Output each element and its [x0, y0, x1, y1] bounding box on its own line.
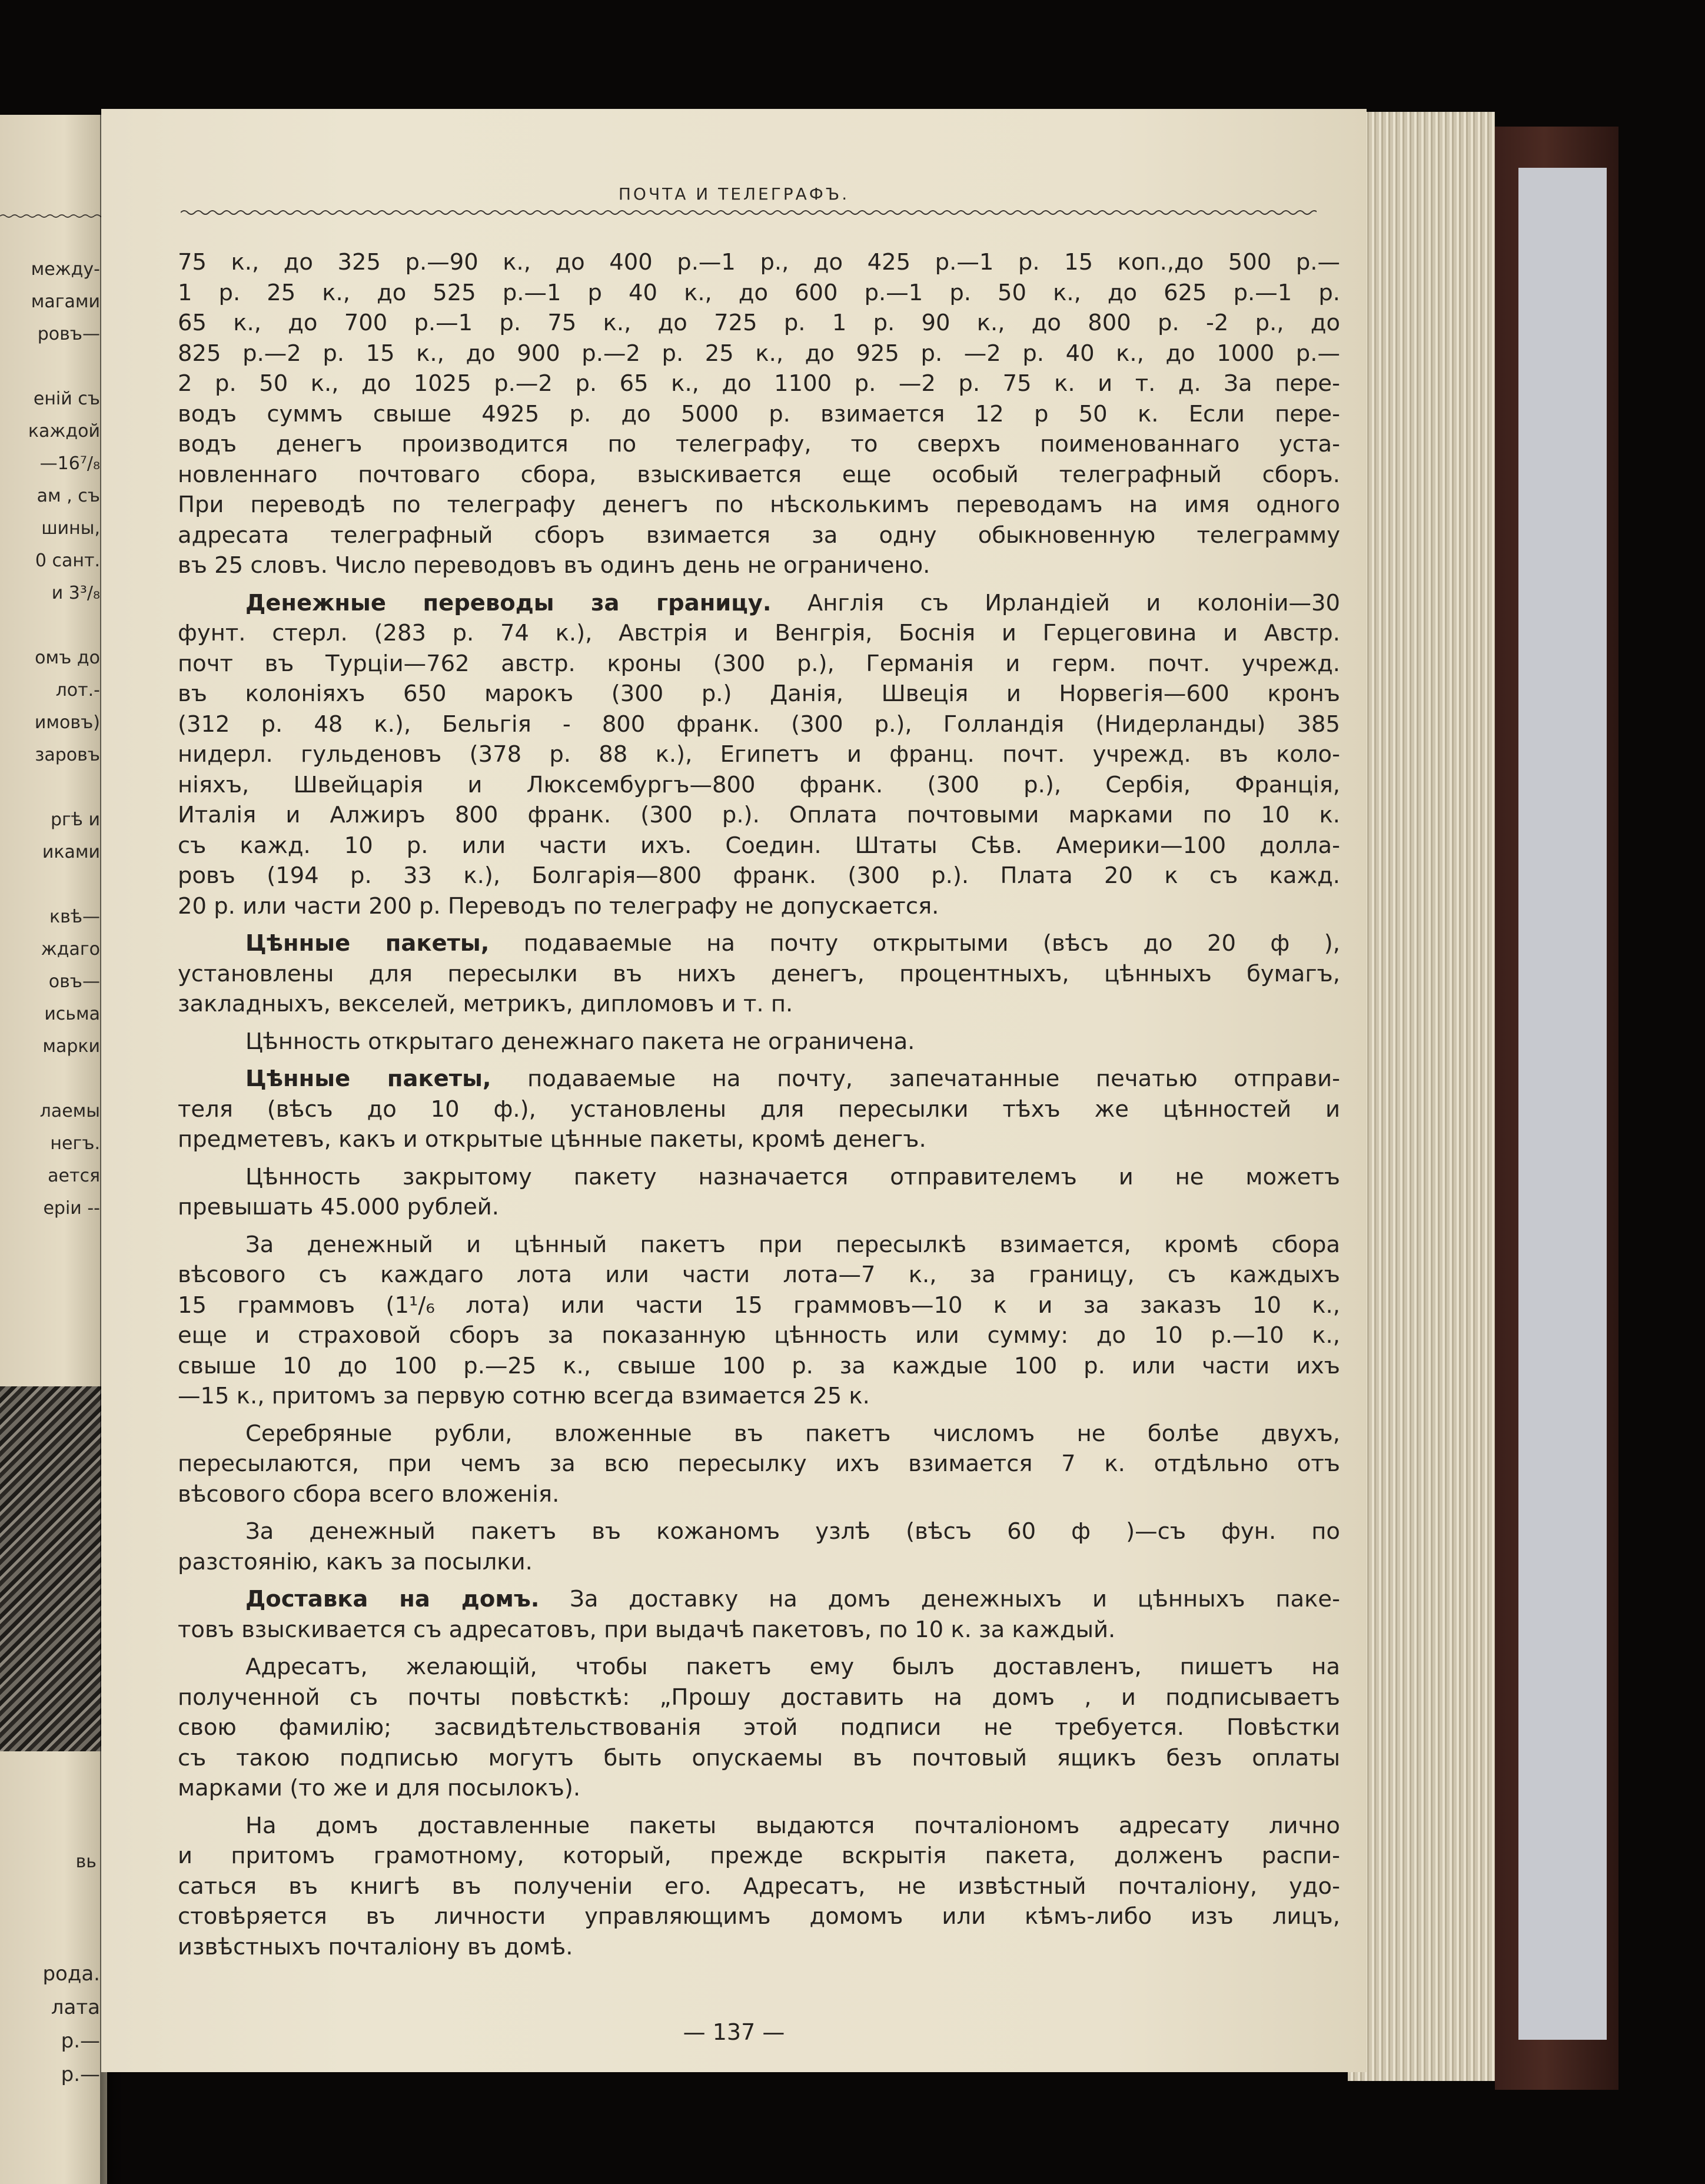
text-line: свыше 10 до 100 р.—25 к., свыше 100 р. за каждые 100 р. или части ихъ — [178, 1352, 1340, 1379]
left-page-fragment — [0, 115, 107, 2184]
text-line: еще и страховой сборъ за показанную цѣнность или сумму: до 10 р.—10 к., — [178, 1322, 1340, 1349]
left-fragment-line: рода. — [42, 1962, 100, 1986]
book-cover-endpaper — [1518, 168, 1607, 2040]
page-body — [178, 247, 1340, 1962]
text-line: свою фамилiю; засвидѣтельствованiя этой подписи не требуется. Повѣстки — [178, 1714, 1340, 1741]
text-line: За денежный и цѣнный пакетъ при пересылкѣ взимается, кромѣ сбора — [245, 1231, 1340, 1258]
ornamental-rule — [181, 208, 1317, 217]
left-fragment-line — [28, 609, 100, 642]
text-line: 2 р. 50 к., до 1025 р.—2 р. 65 к., до 1100 р. —2 р. 75 к. и т. д. За пере- — [178, 370, 1340, 397]
left-fragment-line: исьма — [44, 1004, 100, 1024]
left-fragment-line: между- — [31, 259, 100, 280]
left-fragment-line: ается — [48, 1166, 100, 1186]
text-line: адресата телеграфный сборъ взимается за одну обыкновенную телеграмму — [178, 522, 1340, 549]
text-line: новленнаго почтоваго сбора, взыскивается еще особый телеграфный сборъ. — [178, 461, 1340, 488]
left-fragment-line: иками — [42, 842, 100, 862]
paragraph — [178, 1584, 1340, 1645]
left-fragment-line: 0 сант. — [35, 550, 100, 571]
left-fragment-line: лот.- — [55, 680, 100, 701]
text-line: и притомъ грамотному, который, прежде вскрытiя пакета, долженъ распи- — [178, 1843, 1340, 1869]
text-line: саться въ книгѣ въ полученiи его. Адресатъ, не извѣстный почталiону, удо- — [178, 1873, 1340, 1900]
left-fragment-line: лаемы — [39, 1101, 100, 1121]
text-line: съ такою подписью могутъ быть опускаемы въ почтовый ящикъ безъ оплаты — [178, 1744, 1340, 1771]
left-fragment-line: шины, — [41, 518, 100, 539]
left-fragment-line: ровъ— — [37, 324, 100, 344]
left-fragment-line: марки — [42, 1036, 100, 1057]
text-line: нидерл. гульденовъ (378 р. 88 к.), Египетъ и франц. почт. учрежд. въ коло- — [178, 741, 1340, 768]
text-line — [178, 1064, 1340, 1094]
text-line: полученной съ почты повѣсткѣ: „Прошу доставить на домъ , и подписываетъ — [178, 1684, 1340, 1711]
left-fragment-line: ждаго — [41, 939, 100, 960]
left-fragment-line: каждой — [28, 421, 100, 442]
text-line: почт въ Турцiи—762 австр. кроны (300 р.), Германiя и герм. почт. учрежд. — [178, 650, 1340, 677]
text-line: Серебряные рубли, вложенные въ пакетъ числомъ не болѣе двухъ, — [245, 1420, 1340, 1447]
left-page-photo — [0, 1386, 101, 1751]
text-line: теля (вѣсъ до 10 ф.), установлены для пересылки тѣхъ же цѣнностей и — [178, 1096, 1340, 1123]
text-line: 20 р. или части 200 р. Переводъ по телеграфу не допускается. — [178, 892, 939, 920]
paragraph-heading: Денежные переводы за границу. — [245, 589, 772, 616]
left-fragment-line: омъ до — [35, 648, 100, 668]
paragraph-heading: Доставка на домъ. — [245, 1586, 540, 1612]
text-line: превышать 45.000 рублей. — [178, 1194, 500, 1220]
text-line: водъ денегъ производится по телеграфу, то сверхъ поименованнаго уста- — [178, 431, 1340, 457]
paragraph — [178, 1162, 1340, 1223]
left-fragment-line: заровъ — [35, 745, 100, 765]
right-page — [101, 109, 1367, 2072]
text-line: разстоянiю, какъ за посылки. — [178, 1548, 533, 1575]
paragraph — [178, 1064, 1340, 1155]
left-fragment-line: ам , съ — [36, 486, 100, 506]
text-line — [178, 1584, 1340, 1615]
text-run: За доставку на домъ денежныхъ и цѣнныхъ паке- — [539, 1586, 1340, 1612]
left-fragment-line: —16⁷/₈ — [39, 453, 100, 474]
text-line: вѣсового сбора всего вложенiя. — [178, 1481, 560, 1508]
left-fragment-line — [28, 771, 100, 804]
text-run: Англiя съ Ирландiей и колонiи—30 — [771, 589, 1340, 616]
left-fragment-line: негъ. — [50, 1133, 100, 1154]
text-line: въ 25 словъ. Число переводовъ въ одинъ день не ограничено. — [178, 552, 930, 579]
text-line: водъ суммъ свыше 4925 р. до 5000 р. взимается 12 р 50 к. Если пере- — [178, 400, 1340, 427]
left-fragment-line: р.— — [61, 2063, 100, 2086]
text-line: На домъ доставленные пакеты выдаются почталiономъ адресату лично — [245, 1812, 1340, 1839]
text-line: Италiя и Алжиръ 800 франк. (300 р.). Оплата почтовыми марками по 10 к. — [178, 802, 1340, 828]
paragraph-heading: Цѣнные пакеты, — [245, 930, 490, 957]
paragraph — [178, 1652, 1340, 1804]
left-fragment-line: овъ— — [48, 971, 100, 992]
text-line: 15 граммовъ (1¹/₆ лота) или части 15 граммовъ—10 к и за заказъ 10 к., — [178, 1292, 1340, 1319]
paragraph — [178, 588, 1340, 922]
text-line: нiяхъ, Швейцарiя и Люксембургъ—800 франк. (300 р.), Сербiя, Францiя, — [178, 771, 1340, 798]
text-line: въ колонiяхъ 650 марокъ (300 р.) Данiя, Швецiя и Норвегiя—600 кронъ — [178, 681, 1340, 707]
left-page-text-bottom — [42, 1957, 100, 2092]
left-page-text-top — [28, 253, 100, 1224]
text-line: марками (то же и для посылокъ). — [178, 1775, 581, 1801]
left-fragment-line: и 3³/₈ — [51, 583, 100, 603]
left-fragment-line: квѣ— — [49, 907, 100, 927]
text-line: фунт. стерл. (283 р. 74 к.), Австрiя и Венгрiя, Боснiя и Герцеговина и Австр. — [178, 620, 1340, 646]
text-line: стовѣряется въ личности управляющимъ домомъ или кѣмъ-либо изъ лицъ, — [178, 1903, 1340, 1930]
paragraph — [178, 247, 1340, 581]
text-line: При переводѣ по телеграфу денегъ по нѣсколькимъ переводамъ на имя одного — [178, 492, 1340, 518]
text-line: 825 р.—2 р. 15 к., до 900 р.—2 р. 25 к., до 925 р. —2 р. 40 к., до 1000 р.— — [178, 340, 1340, 367]
text-line: предметевъ, какъ и открытые цѣнные пакеты, кромѣ денегъ. — [178, 1126, 926, 1153]
text-line: —15 к., притомъ за первую сотню всегда взимается 25 к. — [178, 1383, 870, 1409]
text-line: съ кажд. 10 р. или части ихъ. Соедин. Штаты Сѣв. Америки—100 долла- — [178, 832, 1340, 859]
paragraph — [178, 1027, 1340, 1057]
text-line — [178, 928, 1340, 959]
text-line: За денежный пакетъ въ кожаномъ узлѣ (вѣсъ 60 ф )—съ фун. по — [245, 1518, 1340, 1545]
text-line: Цѣнность открытаго денежнаго пакета не ограничена. — [245, 1028, 915, 1055]
text-line — [178, 588, 1340, 619]
left-fragment-line — [28, 350, 100, 383]
left-fragment-line: ерiи -- — [43, 1198, 100, 1219]
text-line: 1 р. 25 к., до 525 р.—1 р 40 к., до 600 р.—1 р. 50 к., до 625 р.—1 р. — [178, 279, 1340, 306]
left-fragment-line: р.— — [61, 2029, 100, 2053]
text-run: подаваемые на почту открытыми (вѣсъ до 20 ф ), — [489, 930, 1341, 957]
text-line: извѣстныхъ почталiону въ домѣ. — [178, 1933, 573, 1960]
left-ornamental-rule — [0, 214, 107, 218]
left-fragment-line — [28, 868, 100, 901]
text-line: пересылаются, при чемъ за всю пересылку ихъ взимается 7 к. отдѣльно отъ — [178, 1451, 1340, 1477]
text-line: 65 к., до 700 р.—1 р. 75 к., до 725 р. 1 р. 90 к., до 800 р. -2 р., до — [178, 310, 1340, 336]
left-fragment-line — [28, 1063, 100, 1095]
paragraph — [178, 1811, 1340, 1963]
text-line: товъ взыскивается съ адресатовъ, при выдачѣ пакетовъ, по 10 к. за каждый. — [178, 1616, 1116, 1643]
paragraph — [178, 1230, 1340, 1412]
text-line: ровъ (194 р. 33 к.), Болгарiя—800 франк. (300 р.). Плата 20 к съ кажд. — [178, 862, 1340, 889]
page-number: — 137 — — [683, 2019, 785, 2045]
left-fragment-line: имовъ) — [34, 712, 100, 733]
running-head: ПОЧТА И ТЕЛЕГРАФЪ. — [618, 184, 850, 204]
left-fragment-line: лата — [51, 1996, 100, 2019]
text-line: Адресатъ, желающiй, чтобы пакетъ ему былъ доставленъ, пишетъ на — [245, 1654, 1340, 1680]
left-fragment-line: ргѣ и — [51, 809, 100, 830]
text-line: закладныхъ, векселей, метрикъ, дипломовъ и т. п. — [178, 991, 793, 1017]
text-line: установлены для пересылки въ нихъ денегъ, процентныхъ, цѣнныхъ бумагъ, — [178, 960, 1340, 987]
left-fragment-line: еній съ — [33, 389, 100, 409]
left-fragment-line: магами — [31, 291, 100, 312]
paragraph-heading: Цѣнные пакеты, — [245, 1066, 491, 1092]
text-line: вѣсового съ каждаго лота или части лота—7 к., за границу, съ каждыхъ — [178, 1262, 1340, 1288]
paragraph — [178, 1516, 1340, 1577]
book-page-edges — [1348, 112, 1495, 2081]
text-run: подаваемые на почту, запечатанные печатью отправи- — [491, 1066, 1341, 1092]
paragraph — [178, 1419, 1340, 1510]
text-line: 75 к., до 325 р.—90 к., до 400 р.—1 р., до 425 р.—1 р. 15 коп.,до 500 р.— — [178, 249, 1340, 276]
paragraph — [178, 928, 1340, 1020]
text-line: Цѣнность закрытому пакету назначается отправителемъ и не можетъ — [245, 1163, 1340, 1190]
text-line: (312 р. 48 к.), Бельгiя - 800 франк. (300 р.), Голландiя (Нидерланды) 385 — [178, 711, 1340, 738]
left-page-caption: вь — [75, 1851, 97, 1872]
